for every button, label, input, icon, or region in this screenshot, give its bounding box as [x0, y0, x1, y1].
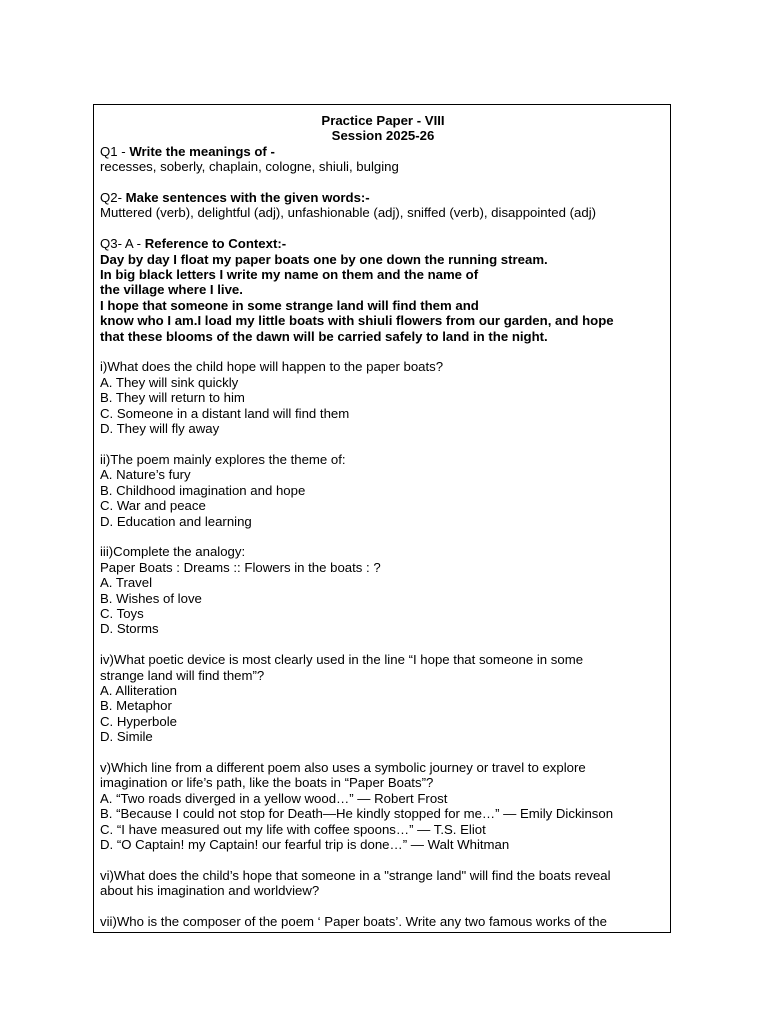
option: A. Alliteration	[100, 682, 177, 698]
option: B. “Because I could not stop for Death—He kindly stopped for me…” — Emily Dickinson	[100, 806, 614, 822]
session-title: Session 2025-26	[331, 128, 435, 144]
option: C. Toys	[100, 605, 144, 621]
question-vi: vi)What does the child’s hope that someone in a "strange land" will find the boats reveal	[100, 867, 611, 883]
q2-prefix: Q2-	[100, 190, 126, 206]
passage-line: I hope that someone in some strange land will find them and	[100, 297, 479, 313]
option: B. Childhood imagination and hope	[100, 482, 306, 498]
question-vi-cont: about his imagination and worldview?	[100, 883, 320, 899]
option: B. They will return to him	[100, 390, 245, 406]
q3-instruction: Reference to Context:-	[144, 236, 287, 252]
option: C. Hyperbole	[100, 713, 177, 729]
q2-words: Muttered (verb), delightful (adj), unfashionable (adj), sniffed (verb), disappointed (adj)	[100, 205, 597, 221]
option: A. They will sink quickly	[100, 374, 239, 390]
question-iv: iv)What poetic device is most clearly used in the line “I hope that someone in some	[100, 652, 584, 668]
paper-title: Practice Paper - VIII	[321, 113, 445, 128]
option: A. Travel	[100, 575, 153, 591]
question-i: i)What does the child hope will happen to the paper boats?	[100, 359, 444, 375]
question-vii: vii)Who is the composer of the poem ‘ Paper boats’. Write any two famous works of the	[100, 913, 607, 929]
option: C. Someone in a distant land will find them	[100, 405, 350, 421]
option: C. War and peace	[100, 498, 206, 514]
option: D. Storms	[100, 621, 159, 637]
option: A. “Two roads diverged in a yellow wood…” — Robert Frost	[100, 790, 448, 806]
q3-heading	[100, 236, 666, 251]
question-v: v)Which line from a different poem also uses a symbolic journey or travel to explore	[100, 759, 586, 775]
question-ii: ii)The poem mainly explores the theme of:	[100, 451, 346, 467]
passage-line: Day by day I float my paper boats one by one down the running stream.	[100, 251, 548, 267]
question-v-cont: imagination or life’s path, like the boats in “Paper Boats”?	[100, 775, 434, 791]
analogy: Paper Boats : Dreams :: Flowers in the boats : ?	[100, 559, 381, 575]
option: C. “I have measured out my life with coffee spoons…” — T.S. Eliot	[100, 821, 486, 837]
passage-line: the village where I live.	[100, 282, 243, 298]
question-paper-frame	[93, 104, 671, 933]
option: D. Education and learning	[100, 513, 252, 529]
q2-heading	[100, 190, 666, 205]
paper-content	[100, 113, 666, 929]
q1-words: recesses, soberly, chaplain, cologne, shiuli, bulging	[100, 159, 399, 175]
passage-line: In big black letters I write my name on them and the name of	[100, 267, 479, 283]
question-iv-cont: strange land will find them”?	[100, 667, 265, 683]
option: A. Nature’s fury	[100, 467, 191, 483]
option: D. “O Captain! my Captain! our fearful trip is done…” — Walt Whitman	[100, 836, 510, 852]
q1-instruction: Write the meanings of -	[129, 143, 275, 159]
q1-prefix: Q1 -	[100, 143, 130, 159]
passage-line: know who I am.I load my little boats with shiuli flowers from our garden, and hope	[100, 313, 614, 329]
q1-heading	[100, 144, 666, 159]
q3-prefix: Q3- A -	[100, 236, 145, 252]
option: B. Metaphor	[100, 698, 172, 714]
question-iii: iii)Complete the analogy:	[100, 544, 246, 560]
option: D. They will fly away	[100, 421, 220, 437]
option: B. Wishes of love	[100, 590, 202, 606]
q2-instruction: Make sentences with the given words:-	[125, 190, 370, 206]
option: D. Simile	[100, 729, 153, 745]
passage-line: that these blooms of the dawn will be carried safely to land in the night.	[100, 328, 548, 344]
